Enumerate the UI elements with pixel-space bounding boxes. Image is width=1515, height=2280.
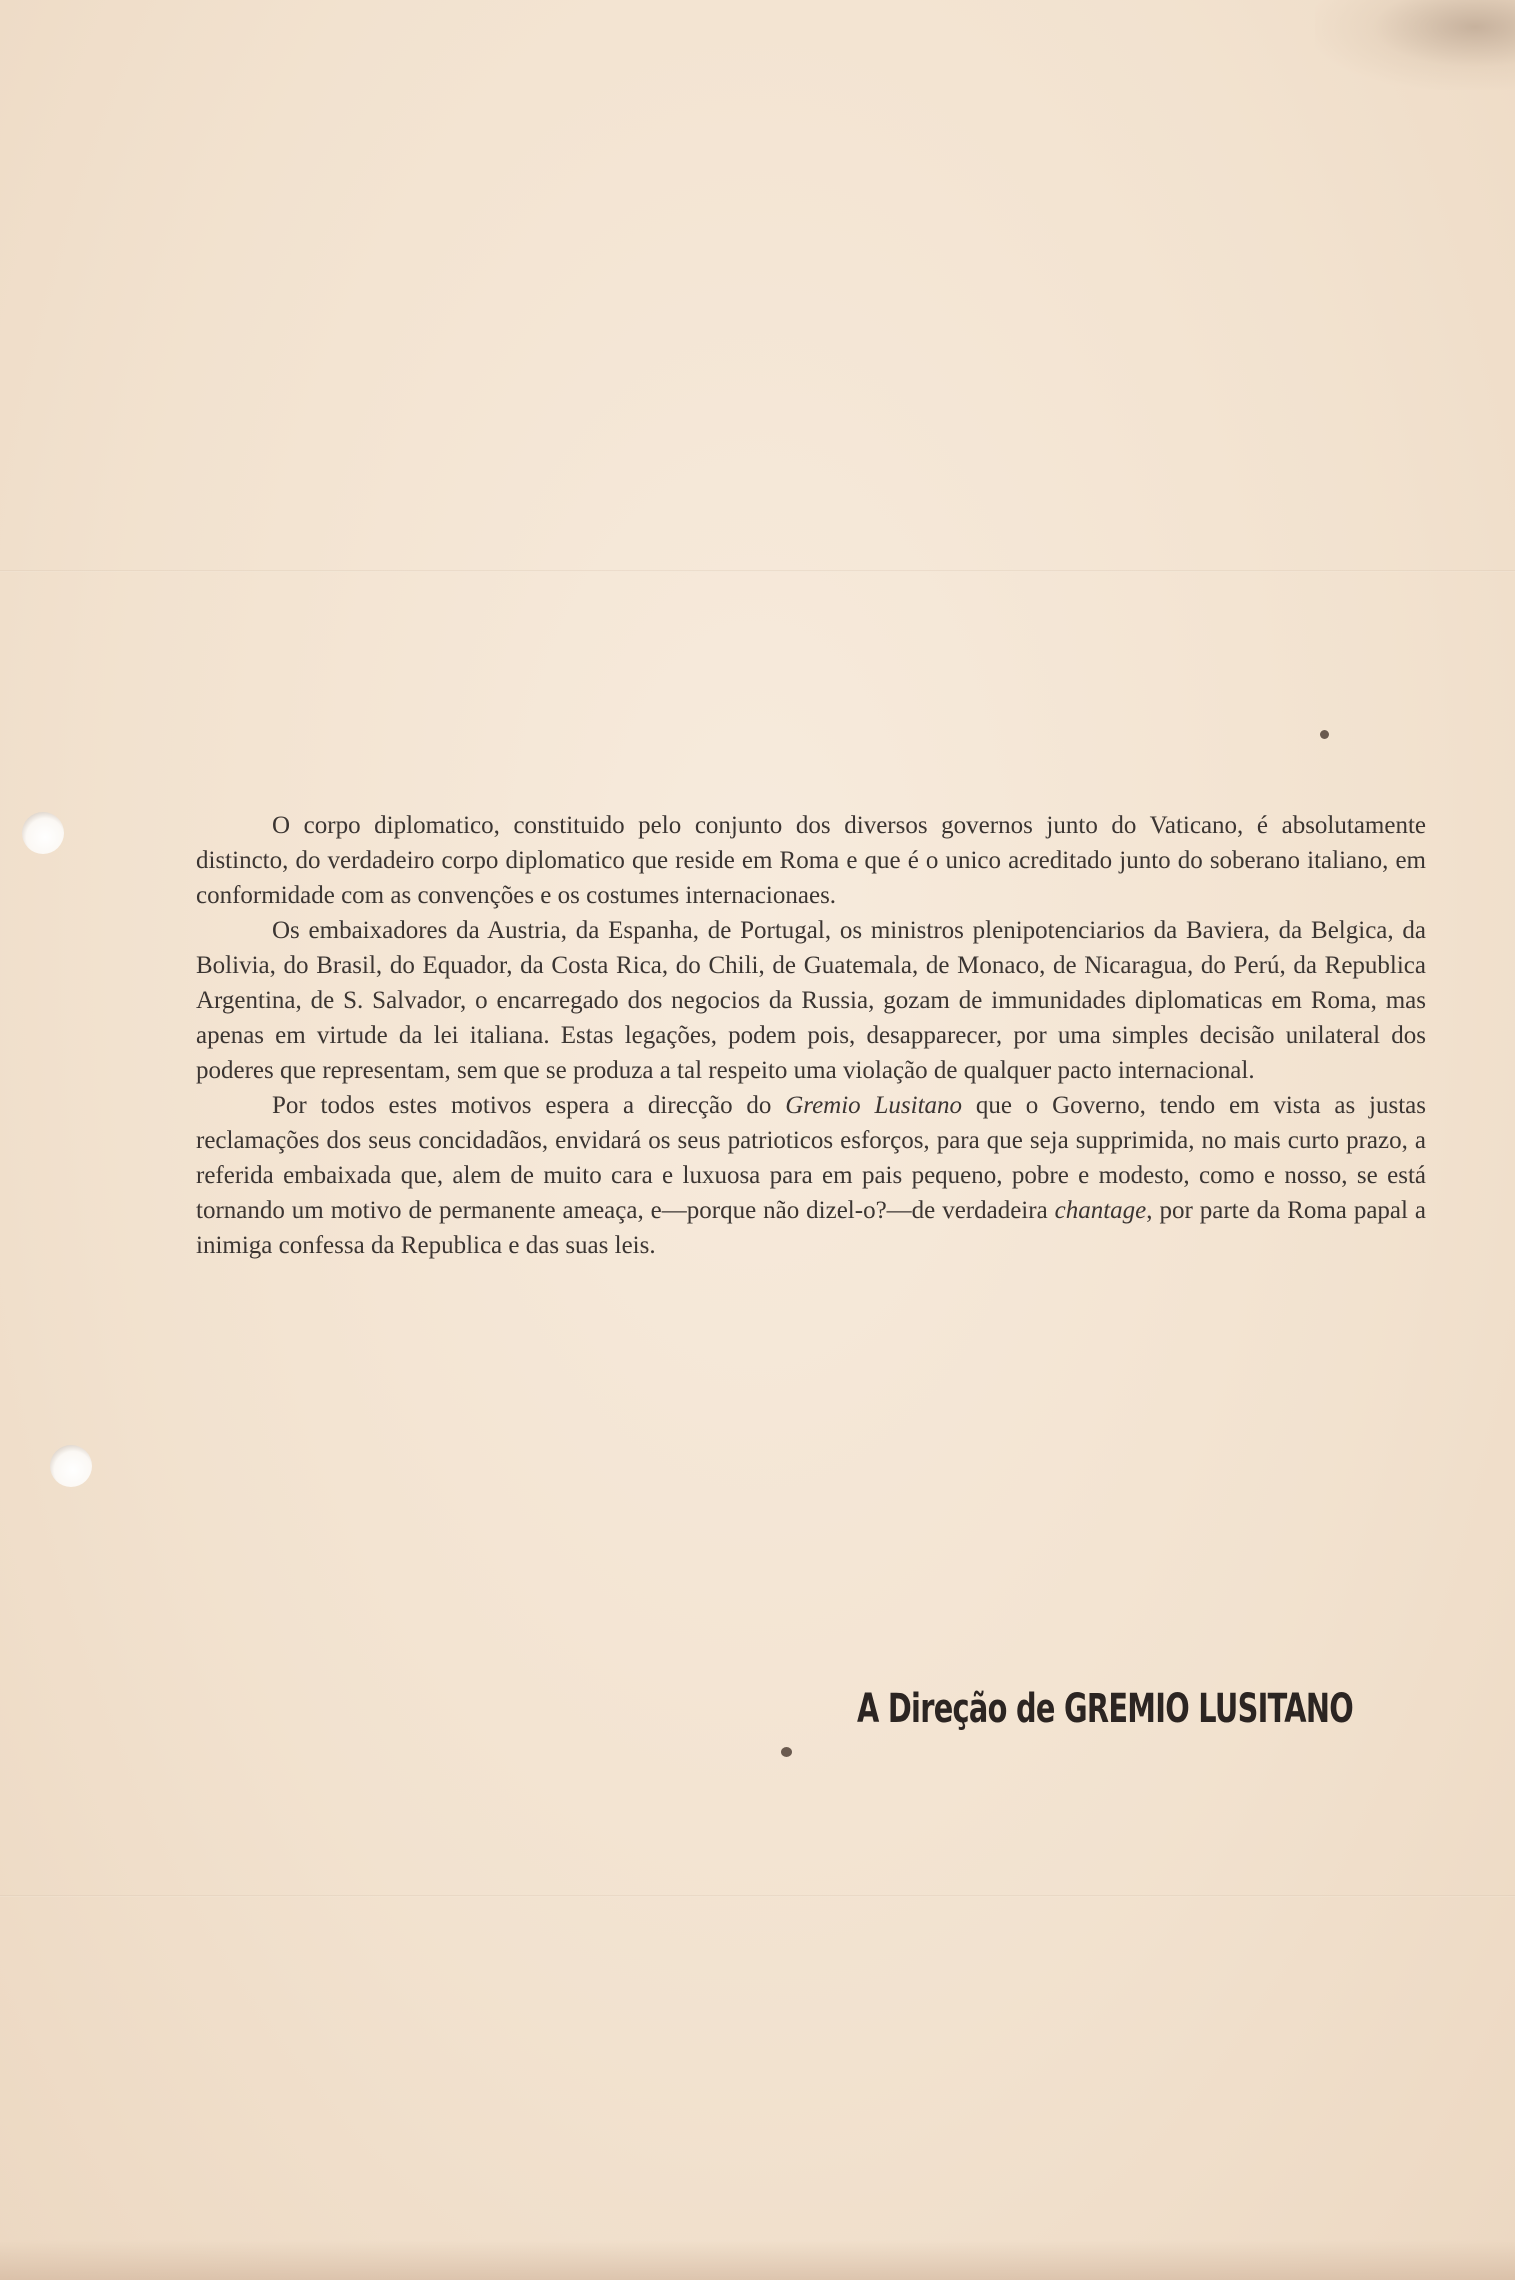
paragraph-3	[196, 1088, 1426, 1263]
paper-bottom-edge	[0, 2240, 1515, 2280]
ink-dot	[1320, 730, 1329, 739]
paragraph-2: Os embaixadores da Austria, da Espanha, de Portugal, os ministros plenipotenciarios da Baviera, da Belgica, da Bolivia, do Brasil, do Equador, da Costa Rica, do Chili, de Guatemala, de Monaco, de Nicaragua, do Perú, da Republica Argentina, de S. Salvador, o encarregado dos negocios da Russia, gozam de immunidades diplomaticas em Roma, mas apenas em virtude da lei italiana. Estas legações, podem pois, desapparecer, por uma simples decisão unilateral dos poderes que representam, sem que se produza a tal respeito uma violação de qualquer pacto internacional.	[196, 917, 1426, 1084]
document-body	[196, 808, 1426, 1263]
paragraph-3-text: que o Governo, tendo em vista as justas reclamações dos seus concidadãos, envidará os seus patrioticos esforços, para que seja supprimida, no mais curto prazo, a referida embaixada que, alem de muito cara e luxuosa para em pais pequeno, pobre e modesto, como e nosso, se está tornando um motivo de permanente ameaça, e—porque não dizel-o?—de verdadeira	[196, 1092, 1426, 1224]
punch-hole-lower	[50, 1445, 92, 1487]
fold-line-lower	[0, 1895, 1515, 1897]
fold-line-upper	[0, 570, 1515, 572]
paragraph-3-text: , por parte da Roma papal a inimiga confessa da Republica e das suas leis.	[196, 1197, 1426, 1259]
italic-gremio-lusitano: Gremio Lusitano	[785, 1092, 963, 1119]
paper-stain	[1315, 0, 1515, 90]
punch-hole-upper	[22, 812, 64, 854]
paragraph-1: O corpo diplomatico, constituido pelo conjunto dos diversos governos junto do Vaticano, é absolutamente distincto, do verdadeiro corpo diplomatico que reside em Roma e que é o unico acreditado junto do soberano italiano, em conformidade com as convenções e os costumes internacionaes.	[196, 812, 1426, 909]
ink-dot	[781, 1747, 792, 1757]
paragraph-3-text: Por todos estes motivos espera a direcção do	[272, 1092, 786, 1119]
italic-chantage: chantage	[1054, 1197, 1147, 1224]
signature-line: A Direção de GREMIO LUSITANO	[857, 1686, 1353, 1732]
